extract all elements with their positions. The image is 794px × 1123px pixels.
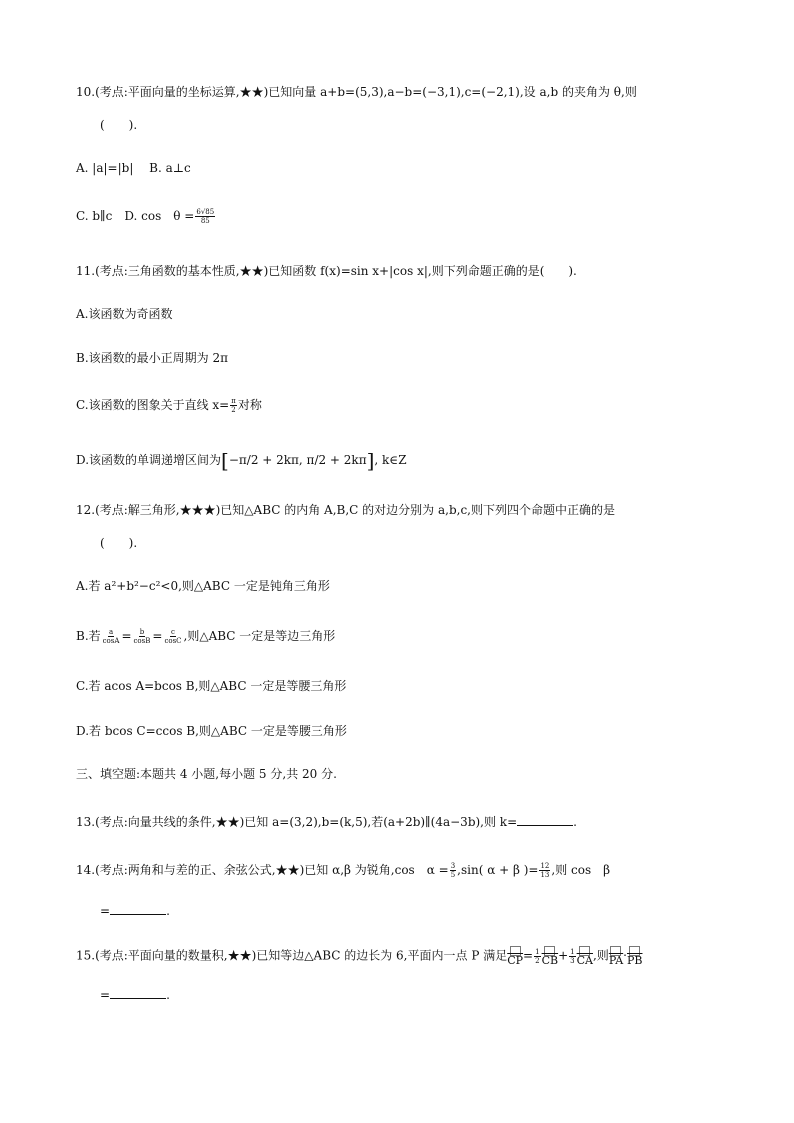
q11-interval: −π/2 + 2kπ, π/2 + 2kπ	[228, 453, 367, 467]
q10-option-cd	[76, 208, 216, 225]
q15-equals-answer: =	[100, 988, 111, 1002]
q15-answer-line	[100, 986, 170, 1003]
q14-text: 14.(考点:两角和与差的正、余弦公式,★★)已知 α,β 为锐角,cos α =	[76, 863, 449, 877]
q11-stem: 11.(考点:三角函数的基本性质,★★)已知函数 f(x)=sin x+|cos x|,则下列命题正确的是( ).	[76, 264, 577, 278]
q11-option-d-post: , k∈Z	[374, 453, 407, 467]
fraction-denominator: cosA	[102, 637, 120, 645]
q10-stem: 10.(考点:平面向量的坐标运算,★★)已知向量 a+b=(5,3),a−b=(−3,1),c=(−2,1),设 a,b 的夹角为 θ,则	[76, 85, 637, 99]
q12-fraction-a	[102, 628, 121, 645]
vector-ca	[577, 946, 593, 966]
vector-label: $\overline{PB}$	[626, 954, 643, 967]
fraction-numerator: 1	[570, 947, 575, 956]
vector-cp	[507, 946, 523, 966]
q14-fraction-12-13	[539, 862, 550, 879]
q14-mid: ,sin( α + β )=	[457, 863, 539, 877]
q15-dot: ·	[623, 948, 627, 963]
q15-plus: +	[558, 948, 569, 963]
fraction-denominator: 2	[231, 406, 236, 414]
q13-stem	[76, 813, 577, 830]
q12-option-d: D.若 bcos C=ccos B,则△ABC 一定是等腰三角形	[76, 724, 347, 738]
vector-label: $\overline{PA}$	[608, 954, 624, 967]
q15-mid: ,则	[592, 948, 609, 963]
section-heading: 三、填空题:本题共 4 小题,每小题 5 分,共 20 分.	[76, 767, 337, 781]
vector-cb	[542, 946, 559, 966]
fraction-numerator: b	[139, 628, 145, 636]
fraction-denominator: cosB	[133, 637, 151, 645]
q15-equals: =	[523, 948, 534, 963]
q12-fraction-c	[163, 628, 182, 645]
q10-paren: ( ).	[100, 118, 138, 132]
answer-blank[interactable]	[517, 813, 573, 826]
fraction-numerator: c	[171, 628, 175, 636]
q14-answer-line	[100, 902, 170, 919]
q11-option-a: A.该函数为奇函数	[76, 307, 173, 321]
q12-stem: 12.(考点:解三角形,★★★)已知△ABC 的内角 A,B,C 的对边分别为 a,b,c,则下列四个命题中正确的是	[76, 503, 615, 517]
q11-option-c-text: C.该函数的图象关于直线 x=	[76, 398, 230, 412]
q13-period: .	[573, 815, 577, 829]
answer-blank[interactable]	[110, 986, 166, 999]
q11-option-d	[76, 448, 407, 473]
q11-option-c	[76, 397, 262, 414]
q13-text: 13.(考点:向量共线的条件,★★)已知 a=(3,2),b=(k,5),若(a+2b)∥(4a−3b),则 k=	[76, 815, 518, 829]
q11-option-b: B.该函数的最小正周期为 2π	[76, 351, 228, 365]
right-bracket-icon: ]	[366, 448, 375, 473]
vector-pa	[609, 946, 623, 966]
fraction-denominator: 13	[540, 871, 550, 879]
vector-label: $\overline{CP}$	[507, 954, 524, 967]
q12-option-b-text: B.若	[76, 629, 101, 643]
q10-option-cd-text: C. b∥c D. cos θ =	[76, 209, 195, 223]
q11-option-d-text: D.该函数的单调递增区间为	[76, 453, 222, 467]
fraction-denominator: 85	[200, 217, 210, 225]
fraction-denominator: 2	[535, 956, 540, 965]
q14-stem	[76, 862, 610, 879]
q15-fraction-1-2	[534, 948, 540, 965]
fraction-denominator: cosC	[164, 637, 182, 645]
q12-paren: ( ).	[100, 536, 138, 550]
fraction-numerator: 3	[450, 862, 456, 870]
q15-fraction-1-3	[569, 948, 575, 965]
vector-pb	[627, 946, 643, 966]
q15-text: 15.(考点:平面向量的数量积,★★)已知等边△ABC 的边长为 6,平面内一点 P 满足	[76, 948, 508, 963]
q10-option-ab: A. |a|=|b| B. a⊥c	[76, 161, 191, 175]
fraction-numerator: a	[108, 628, 114, 636]
q12-option-c: C.若 acos A=bcos B,则△ABC 一定是等腰三角形	[76, 679, 347, 693]
vector-label: $\overline{CA}$	[576, 954, 593, 967]
fraction-denominator: 3	[570, 956, 575, 965]
q14-fraction-3-5	[450, 862, 456, 879]
q10-cos-fraction	[195, 208, 215, 225]
q14-period: .	[166, 904, 170, 918]
q12-option-b-post: ,则△ABC 一定是等边三角形	[183, 629, 336, 643]
q15-stem	[76, 946, 642, 966]
fraction-numerator: 1	[535, 947, 540, 956]
q11-option-c-post: 对称	[237, 398, 262, 412]
q12-option-b: B.若 $\frac{a}{\cos A}$ = $\frac{b}{\cos B}$ = $\frac{c}{\cos C}$ ,则△ABC 一定是等边三角形	[76, 628, 336, 645]
fraction-numerator: 6√85	[196, 208, 215, 216]
q15-period: .	[166, 988, 170, 1002]
fraction-denominator: 5	[450, 871, 456, 879]
vector-label: $\overline{CB}$	[541, 954, 559, 967]
q12-option-a: A.若 a²+b²−c²<0,则△ABC 一定是钝角三角形	[76, 579, 330, 593]
fraction-numerator: 12	[540, 862, 550, 870]
q12-fraction-b	[133, 628, 152, 645]
fraction-numerator: π	[231, 397, 236, 405]
left-bracket-icon: [	[221, 448, 229, 473]
q14-equals: =	[100, 904, 111, 918]
q11-pi-over-2	[230, 397, 237, 414]
answer-blank[interactable]	[110, 902, 166, 915]
q14-post: ,则 cos β	[551, 863, 611, 877]
